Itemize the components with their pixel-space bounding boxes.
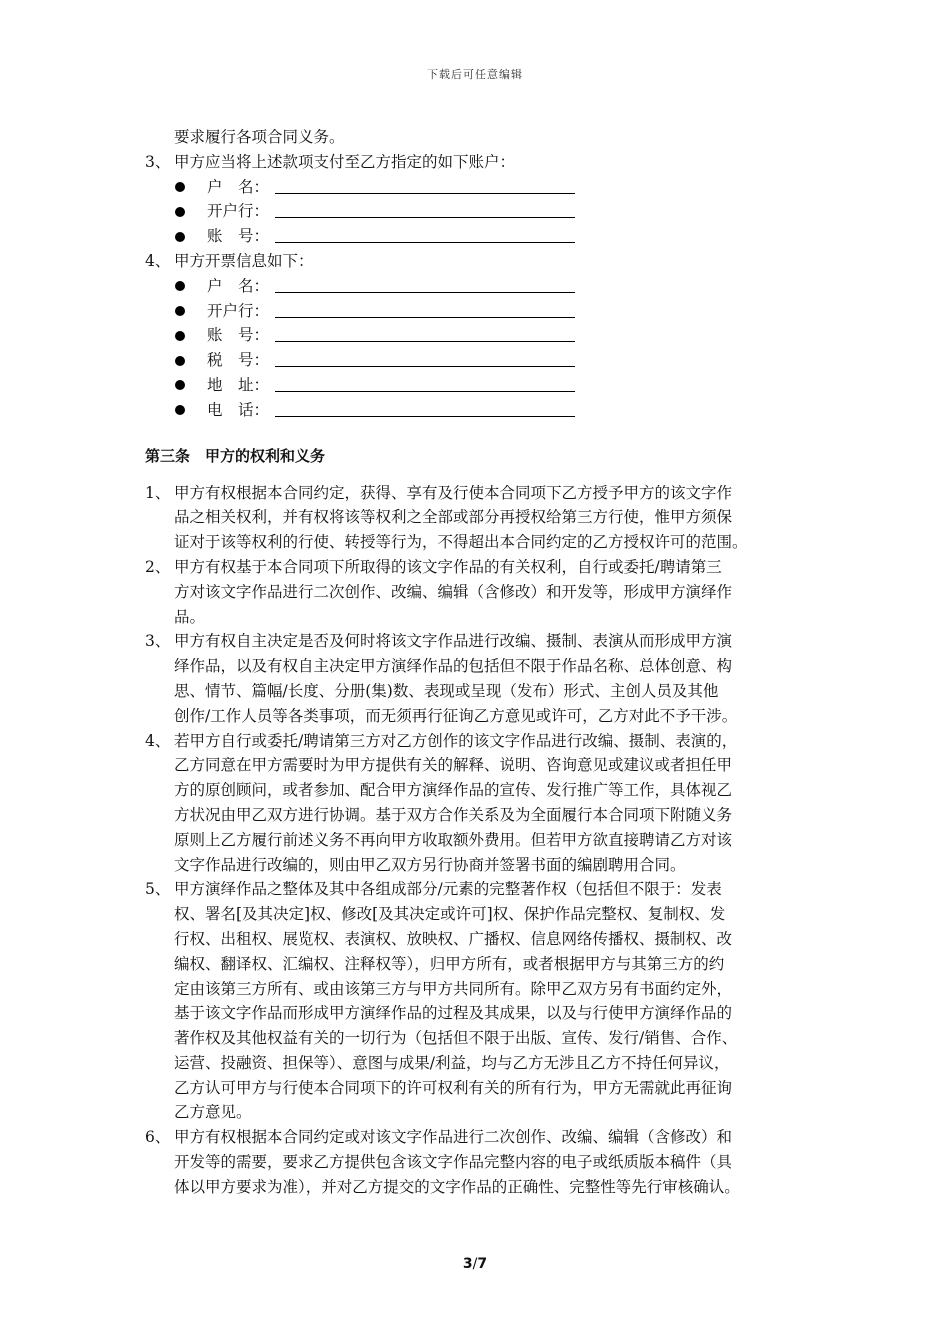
clause-text: 运营、投融资、担保等）、意图与成果/利益，均与乙方无涉且乙方不持任何异议， — [174, 1053, 730, 1072]
clause-line — [145, 1175, 825, 1200]
clause-4 — [145, 729, 825, 878]
clause-number: 4、 — [145, 731, 171, 750]
bullet-icon — [175, 331, 185, 341]
clause-line — [145, 729, 825, 754]
clause-line — [145, 1150, 825, 1175]
blank-underline — [275, 317, 575, 318]
clause-text: 乙方同意在甲方需要时为甲方提供有关的解释、说明、咨询意见或建议或者担任甲 — [174, 756, 733, 775]
clause-line — [145, 679, 825, 704]
item-text: 甲方开票信息如下： — [174, 251, 314, 270]
total-pages: 7 — [477, 1256, 488, 1272]
item-number: 4、 — [145, 251, 171, 270]
field-row — [145, 199, 825, 224]
clause-text: 方对该文字作品进行二次创作、改编、编辑（含修改）和开发等，形成甲方演绎作 — [174, 582, 733, 601]
clause-text: 品之相关权利，并有权将该等权利之全部或部分再授权给第三方行使，惟甲方须保 — [174, 508, 733, 527]
current-page: 3 — [462, 1256, 473, 1272]
clause-number: 5、 — [145, 880, 171, 899]
clause-line — [145, 629, 825, 654]
clause-line — [145, 580, 825, 605]
clause-line — [145, 605, 825, 630]
clause-line — [145, 803, 825, 828]
field-row — [145, 323, 825, 348]
blank-underline — [275, 366, 575, 367]
field-label: 账 号： — [207, 227, 270, 246]
bullet-icon — [175, 306, 185, 316]
clause-line — [145, 1125, 825, 1150]
blank-underline — [275, 416, 575, 417]
clause-text: 行权、出租权、展览权、表演权、放映权、广播权、信息网络传播权、摄制权、改 — [174, 929, 733, 948]
clause-text: 创作/工作人员等各类事项，而无须再行征询乙方意见或许可，乙方对此不予干涉。 — [174, 706, 738, 725]
clause-line — [145, 753, 825, 778]
clause-text: 乙方认可甲方与行使本合同项下的许可权利有关的所有行为，甲方无需就此再征询 — [174, 1078, 733, 1097]
field-label: 开户行： — [207, 202, 270, 221]
clause-line — [145, 902, 825, 927]
clause-number: 1、 — [145, 483, 171, 502]
field-row — [145, 348, 825, 373]
clause-text: 文字作品进行改编的，则由甲乙双方另行协商并签署书面的编剧聘用合同。 — [174, 855, 686, 874]
clause-2 — [145, 555, 825, 629]
clause-number: 3、 — [145, 632, 171, 651]
field-label: 账 号： — [207, 326, 270, 345]
clause-text: 甲方演绎作品之整体及其中各组成部分/元素的完整著作权（包括但不限于：发表 — [174, 880, 722, 899]
field-row — [145, 175, 825, 200]
invoice-fields — [145, 274, 825, 423]
continuation-line: 要求履行各项合同义务。 — [174, 128, 345, 146]
item-4 — [145, 249, 825, 274]
clause-line — [145, 1026, 825, 1051]
clause-text: 甲方有权根据本合同约定或对该文字作品进行二次创作、改编、编辑（含修改）和 — [174, 1128, 733, 1147]
field-row — [145, 373, 825, 398]
item-3 — [145, 150, 825, 175]
clause-text: 若甲方自行或委托/聘请第三方对乙方创作的该文字作品进行改编、摄制、表演的， — [174, 731, 738, 750]
clause-number: 2、 — [145, 557, 171, 576]
clause-line — [145, 1001, 825, 1026]
clause-text: 甲方有权自主决定是否及何时将该文字作品进行改编、摄制、表演从而形成甲方演 — [174, 632, 733, 651]
blank-underline — [275, 391, 575, 392]
bullet-icon — [175, 380, 185, 390]
clause-1 — [145, 481, 825, 555]
clause-text: 体以甲方要求为准），并对乙方提交的文字作品的正确性、完整性等先行审核确认。 — [174, 1177, 740, 1196]
page-number — [0, 1256, 950, 1272]
clause-line — [145, 481, 825, 506]
field-row — [145, 274, 825, 299]
section-heading: 第三条 甲方的权利和义务 — [145, 446, 326, 465]
account-fields — [145, 175, 825, 249]
field-row — [145, 224, 825, 249]
clause-number: 6、 — [145, 1128, 171, 1147]
blank-underline — [275, 341, 575, 342]
blank-underline — [275, 292, 575, 293]
clause-text: 权、署名[及其决定]权、修改[及其决定或许可]权、保护作品完整权、复制权、发 — [174, 905, 726, 924]
clause-line — [145, 1051, 825, 1076]
clause-list — [145, 481, 825, 1200]
clause-line — [145, 530, 825, 555]
clause-6 — [145, 1125, 825, 1199]
item-text: 甲方应当将上述款项支付至乙方指定的如下账户： — [174, 152, 516, 171]
clause-text: 甲方有权基于本合同项下所取得的该文字作品的有关权利，自行或委托/聘请第三 — [174, 557, 722, 576]
clause-line — [145, 1076, 825, 1101]
blank-underline — [275, 242, 575, 243]
clause-line — [145, 952, 825, 977]
clause-text: 方状况由甲乙双方进行协调。基于双方合作关系及为全面履行本合同项下附随义务 — [174, 805, 733, 824]
clause-text: 甲方有权根据本合同约定，获得、享有及行使本合同项下乙方授予甲方的该文字作 — [174, 483, 733, 502]
clause-line — [145, 853, 825, 878]
field-label: 税 号： — [207, 351, 270, 370]
clause-text: 基于该文字作品而形成甲方演绎作品的过程及其成果，以及与行使甲方演绎作品的 — [174, 1004, 733, 1023]
field-row — [145, 299, 825, 324]
field-label: 户 名： — [207, 276, 270, 295]
bullet-icon — [175, 405, 185, 415]
blank-underline — [275, 217, 575, 218]
field-label: 户 名： — [207, 177, 270, 196]
clause-text: 开发等的需要，要求乙方提供包含该文字作品完整内容的电子或纸质版本稿件（具 — [174, 1153, 733, 1172]
clause-line — [145, 828, 825, 853]
clause-line — [145, 555, 825, 580]
clause-text: 思、情节、篇幅/长度、分册(集)数、表现或呈现（发布）形式、主创人员及其他 — [174, 681, 719, 700]
clause-line — [145, 654, 825, 679]
clause-line — [145, 778, 825, 803]
clause-text: 方的原创顾问，或者参加、配合甲方演绎作品的宣传、发行推广等工作，具体视乙 — [174, 781, 733, 800]
clause-line — [145, 927, 825, 952]
clause-text: 绎作品，以及有权自主决定甲方演绎作品的包括但不限于作品名称、总体创意、构 — [174, 657, 733, 676]
field-label: 地 址： — [207, 375, 270, 394]
clause-text: 编权、翻译权、汇编权、注释权等），归甲方所有，或者根据甲方与其第三方的约 — [174, 954, 725, 973]
clause-text: 证对于该等权利的行使、转授等行为，不得超出本合同约定的乙方授权许可的范围。 — [174, 533, 748, 552]
page-separator: / — [472, 1256, 478, 1272]
clause-text: 原则上乙方履行前述义务不再向甲方收取额外费用。但若甲方欲直接聘请乙方对该 — [174, 830, 733, 849]
clause-5 — [145, 877, 825, 1125]
bullet-icon — [175, 232, 185, 242]
clause-line — [145, 704, 825, 729]
clause-line — [145, 877, 825, 902]
bullet-icon — [175, 356, 185, 366]
field-label: 电 话： — [207, 400, 270, 419]
item-number: 3、 — [145, 152, 171, 171]
clause-text: 著作权及其他权益有关的一切行为（包括但不限于出版、宣传、发行/销售、合作、 — [174, 1029, 738, 1048]
field-row — [145, 398, 825, 423]
blank-underline — [275, 193, 575, 194]
bullet-icon — [175, 182, 185, 192]
clause-line — [145, 1100, 825, 1125]
page-header: 下载后可任意编辑 — [427, 68, 523, 81]
bullet-icon — [175, 207, 185, 217]
clause-text: 乙方意见。 — [174, 1103, 252, 1122]
clause-line — [145, 505, 825, 530]
field-label: 开户行： — [207, 301, 270, 320]
clause-line — [145, 977, 825, 1002]
bullet-icon — [175, 281, 185, 291]
clause-text: 品。 — [174, 607, 206, 626]
clause-text: 定由该第三方所有、或由该第三方与甲方共同所有。除甲乙双方另有书面约定外， — [174, 979, 733, 998]
clause-3 — [145, 629, 825, 728]
document-body — [145, 125, 825, 1200]
